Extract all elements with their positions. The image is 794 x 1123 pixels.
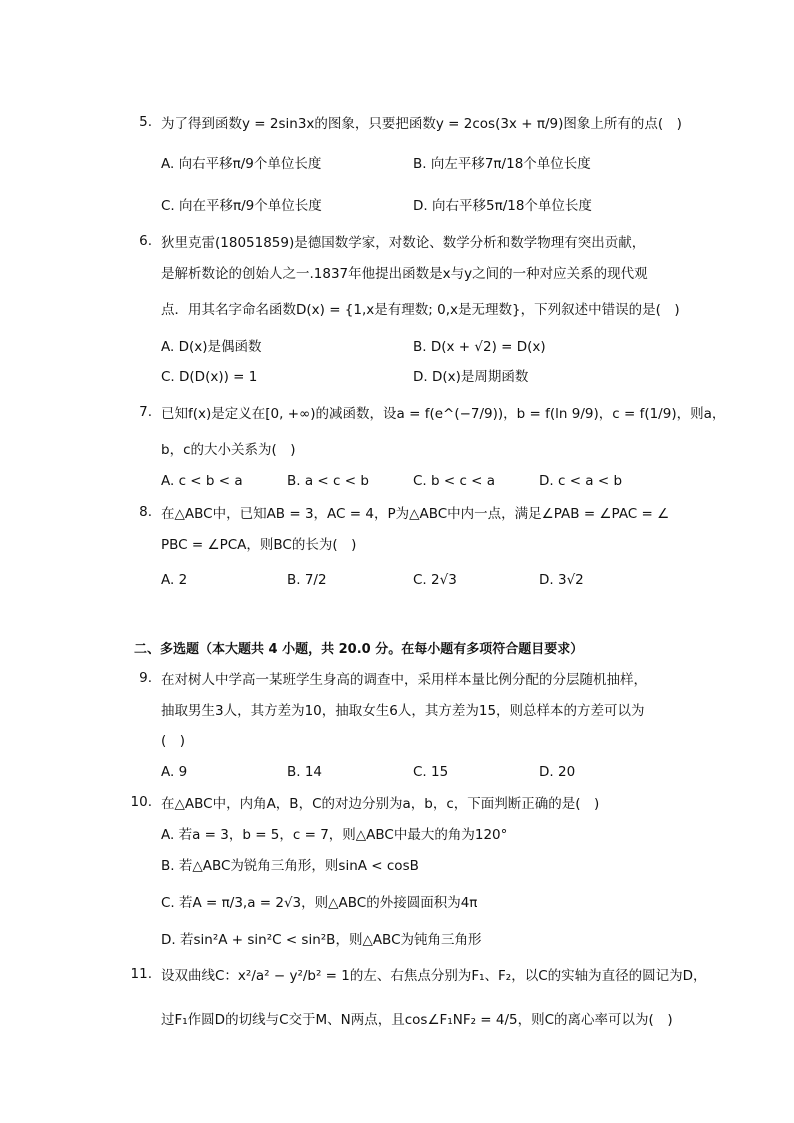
option-d: D. D(x)是周期函数 <box>413 369 529 385</box>
option-a: A. 9 <box>161 764 188 780</box>
option-d: D. 向右平移5π/18个单位长度 <box>413 198 592 214</box>
question-text-line: 抽取男生3人，其方差为10，抽取女生6人，其方差为15，则总样本的方差可以为 <box>161 703 645 719</box>
question-text-line: 点．用其名字命名函数D(x) = {1,x是有理数; 0,x是无理数}，下列叙述中错误的是( ) <box>161 302 680 318</box>
question-text-line: 在对树人中学高一某班学生身高的调查中，采用样本量比例分配的分层随机抽样， <box>161 672 647 688</box>
option-c: C. D(D(x)) = 1 <box>161 369 258 385</box>
question-text-line: 狄里克雷(18051859)是德国数学家，对数论、数学分析和数学物理有突出贡献， <box>161 235 646 251</box>
question-text-line: 在△ABC中，已知AB = 3，AC = 4，P为△ABC中内一点，满足∠PAB = ∠PAC = ∠ <box>161 506 670 522</box>
option-d: D. c < a < b <box>539 473 623 489</box>
option-b: B. 14 <box>287 764 323 780</box>
question-text-line: 已知f(x)是定义在[0, +∞)的减函数，设a = f(e^(−7/9))，b = f(ln 9/9)，c = f(1/9)，则a， <box>161 406 726 422</box>
option-a: A. 若a = 3，b = 5，c = 7，则△ABC中最大的角为120° <box>161 827 508 843</box>
option-d: D. 20 <box>539 764 576 780</box>
option-b: B. 向左平移7π/18个单位长度 <box>413 156 591 172</box>
option-b: B. 若△ABC为锐角三角形，则sinA < cosB <box>161 858 419 874</box>
option-c: C. 若A = π/3,a = 2√3，则△ABC的外接圆面积为4π <box>161 895 478 911</box>
question-text-line: 为了得到函数y = 2sin3x的图象，只要把函数y = 2cos(3x + π/9)图象上所有的点( ) <box>161 116 682 132</box>
question-text-line: PBC = ∠PCA，则BC的长为( ) <box>161 537 357 553</box>
option-a: A. 向右平移π/9个单位长度 <box>161 156 322 172</box>
option-d: D. 3√2 <box>539 572 584 588</box>
option-b: B. 7/2 <box>287 572 327 588</box>
section-title: 二、多选题（本大题共 4 小题，共 20.0 分。在每小题有多项符合题目要求） <box>134 642 584 657</box>
option-a: A. c < b < a <box>161 473 243 489</box>
question-number: 11. <box>130 966 152 982</box>
question-number: 10. <box>130 794 152 810</box>
option-c: C. 15 <box>413 764 449 780</box>
question-text-line: b，c的大小关系为( ) <box>161 442 296 458</box>
option-c: C. 2√3 <box>413 572 457 588</box>
option-a: A. 2 <box>161 572 188 588</box>
question-text-line: 设双曲线C：x²/a² − y²/b² = 1的左、右焦点分别为F₁、F₂，以C的实轴为直径的圆记为D， <box>161 968 707 984</box>
question-number: 9. <box>139 670 152 686</box>
question-text-line: 过F₁作圆D的切线与C交于M、N两点，且cos∠F₁NF₂ = 4/5，则C的离心率可以为( ) <box>161 1012 673 1028</box>
question-text-line: ( ) <box>161 733 186 749</box>
option-b: B. a < c < b <box>287 473 369 489</box>
question-text-line: 在△ABC中，内角A，B，C的对边分别为a，b，c，下面判断正确的是( ) <box>161 796 600 812</box>
option-a: A. D(x)是偶函数 <box>161 339 262 355</box>
option-c: C. 向在平移π/9个单位长度 <box>161 198 322 214</box>
question-text-line: 是解析数论的创始人之一.1837年他提出函数是x与y之间的一种对应关系的现代观 <box>161 266 648 282</box>
question-number: 8. <box>139 504 152 520</box>
option-b: B. D(x + √2) = D(x) <box>413 339 546 355</box>
question-number: 7. <box>139 404 152 420</box>
option-d: D. 若sin²A + sin²C < sin²B，则△ABC为钝角三角形 <box>161 932 482 948</box>
question-number: 6. <box>139 233 152 249</box>
question-number: 5. <box>139 114 152 130</box>
option-c: C. b < c < a <box>413 473 496 489</box>
